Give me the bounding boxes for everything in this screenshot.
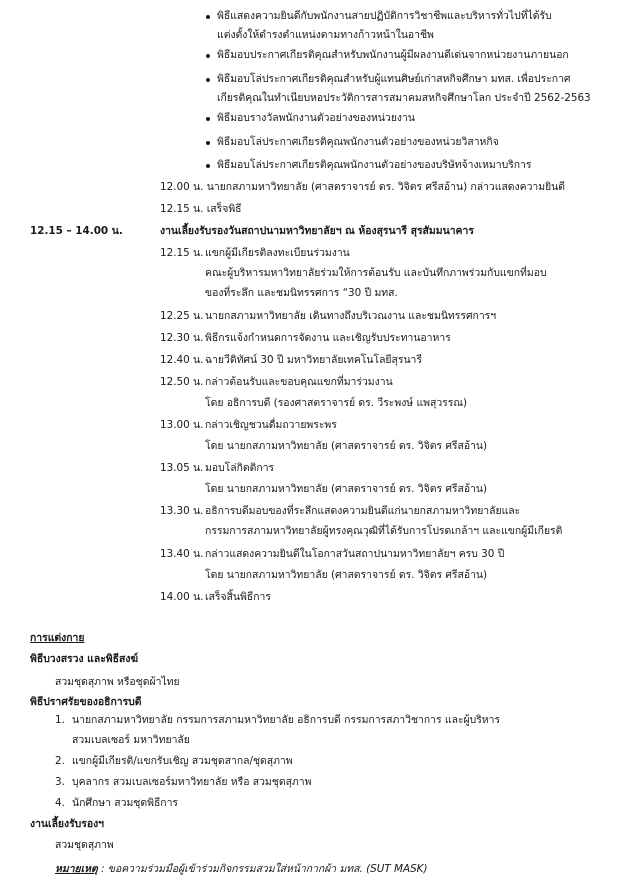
agenda-sub-1340: โดย นายกสภามหาวิทยาลัย (ศาสตราจารย์ ดร. วิจิตร ศรีสอ้าน) [205, 569, 488, 581]
bullet-dot [206, 164, 210, 168]
agenda-text-1305: มอบโล่กิตติการ [205, 462, 275, 474]
agenda-sub-1330: กรรมการสภามหาวิทยาลัยผู้ทรงคุณวุฒิที่ได้รับการโปรดเกล้าฯ และแขกผู้มีเกียรติ [205, 525, 563, 537]
agenda-time-1400: 14.00 น. [160, 591, 204, 603]
note-label: หมายเหตุ [55, 863, 98, 875]
bullet-item-1-line-1: พิธีแสดงความยินดีกับพนักงานสายปฏิบัติการวิชาชีพและบริหารทั่วไปที่ได้รับ [217, 10, 552, 22]
agenda-text-1230: พิธีกรแจ้งกำหนดการจัดงาน และเชิญรับประทานอาหาร [205, 332, 451, 344]
bullet-item-3-line-2: เกียรติคุณในทำเนียบหอประวัติการสารสมาคมสหกิจศึกษาโลก ประจำปี 2562-2563 [217, 92, 591, 104]
note-line [55, 861, 428, 877]
dress-item-3-text: บุคลากร สวมเบลเซอร์มหาวิทยาลัย หรือ สวมชุดสุภาพ [72, 776, 312, 788]
dress-sec3-title: งานเลี้ยงรับรองฯ [30, 818, 104, 830]
dress-item-2-number: 2. [55, 755, 65, 767]
agenda-time-1300: 13.00 น. [160, 419, 204, 431]
bullet-item-3-line-1: พิธีมอบโล่ประกาศเกียรติคุณสำหรับผู้แทนศิษย์เก่าสหกิจศึกษา มทส. เพื่อประกาศ [217, 73, 571, 85]
agenda-sub-1305: โดย นายกสภามหาวิทยาลัย (ศาสตราจารย์ ดร. วิจิตร ศรีสอ้าน) [205, 483, 488, 495]
session-title: งานเลี้ยงรับรองวันสถาปนามหาวิทยาลัยฯ ณ ห้องสุรนารี สุรสัมมนาคาร [160, 225, 474, 237]
bullet-dot [206, 15, 210, 19]
agenda-time-1240: 12.40 น. [160, 354, 204, 366]
dress-item-4-number: 4. [55, 797, 65, 809]
bullet-item-6: พิธีมอบโล่ประกาศเกียรติคุณพนักงานตัวอย่างของบริษัทจ้างเหมาบริการ [217, 159, 532, 171]
agenda-text-1400: เสร็จสิ้นพิธีการ [205, 591, 271, 603]
agenda-text-1240: ฉายวีดิทัศน์ 30 ปี มหาวิทยาลัยเทคโนโลยีสุรนารี [205, 354, 422, 366]
agenda-text-1250: กล่าวต้อนรับและขอบคุณแขกที่มาร่วมงาน [205, 376, 393, 388]
agenda-time-1330: 13.30 น. [160, 505, 204, 517]
agenda-text-1330: อธิการบดีมอบของที่ระลึกแสดงความยินดีแก่นายกสภามหาวิทยาลัยและ [205, 505, 521, 517]
dress-item-1-line-1: นายกสภามหาวิทยาลัย กรรมการสภามหาวิทยาลัย อธิการบดี กรรมการสภาวิชาการ และผู้บริหาร [72, 714, 501, 726]
session-time: 12.15 – 14.00 น. [30, 225, 123, 237]
dress-sec2-title: พิธีปราศรัยของอธิการบดี [30, 696, 142, 708]
dress-item-1-number: 1. [55, 714, 65, 726]
dress-item-3-number: 3. [55, 776, 65, 788]
agenda-sub-1300: โดย นายกสภามหาวิทยาลัย (ศาสตราจารย์ ดร. วิจิตร ศรีสอ้าน) [205, 440, 488, 452]
morning-line-1215: 12.15 น. เสร็จพิธี [160, 203, 242, 215]
agenda-sub-1215-1: คณะผู้บริหารมหาวิทยาลัยร่วมให้การต้อนรับ และบันทึกภาพร่วมกับแขกที่มอบ [205, 267, 547, 279]
dress-item-4-text: นักศึกษา สวมชุดพิธีการ [72, 797, 178, 809]
bullet-item-2: พิธีมอบประกาศเกียรติคุณสำหรับพนักงานผู้มีผลงานดีเด่นจากหน่วยงานภายนอก [217, 49, 569, 61]
agenda-sub-1250: โดย อธิการบดี (รองศาสตราจารย์ ดร. วีระพงษ์ แพสุวรรณ) [205, 397, 468, 409]
agenda-text-1340: กล่าวแสดงความยินดีในโอกาสวันสถาปนามหาวิทยาลัยฯ ครบ 30 ปี [205, 548, 505, 560]
bullet-item-1-line-2: แต่งตั้งให้ดำรงตำแหน่งตามทางก้าวหน้าในอาชีพ [217, 29, 434, 41]
agenda-time-1340: 13.40 น. [160, 548, 204, 560]
morning-line-1200: 12.00 น. นายกสภามหาวิทยาลัย (ศาสตราจารย์ ดร. วิจิตร ศรีสอ้าน) กล่าวแสดงความยินดี [160, 181, 566, 193]
dress-item-1-line-2: สวมเบลเซอร์ มหาวิทยาลัย [72, 734, 190, 746]
agenda-time-1250: 12.50 น. [160, 376, 204, 388]
dress-item-2-text: แขกผู้มีเกียรติ/แขกรับเชิญ สวมชุดสากล/ชุดสุภาพ [72, 755, 293, 767]
bullet-dot [206, 78, 210, 82]
dress-heading: การแต่งกาย [30, 632, 85, 644]
agenda-sub-1215-2: ของที่ระลึก และชมนิทรรศการ “30 ปี มทส. [205, 287, 398, 299]
agenda-text-1215: แขกผู้มีเกียรติลงทะเบียนร่วมงาน [205, 247, 350, 259]
bullet-item-5: พิธีมอบโล่ประกาศเกียรติคุณพนักงานตัวอย่างของหน่วยวิสาหกิจ [217, 136, 499, 148]
dress-sec1-text: สวมชุดสุภาพ หรือชุดผ้าไทย [55, 676, 180, 688]
dress-sec3-text: สวมชุดสุภาพ [55, 839, 114, 851]
bullet-dot [206, 54, 210, 58]
agenda-text-1300: กล่าวเชิญชวนดื่มถวายพระพร [205, 419, 337, 431]
agenda-time-1225: 12.25 น. [160, 310, 204, 322]
agenda-time-1215: 12.15 น. [160, 247, 204, 259]
agenda-time-1305: 13.05 น. [160, 462, 204, 474]
bullet-item-4: พิธีมอบรางวัลพนักงานตัวอย่างของหน่วยงาน [217, 112, 415, 124]
note-text: : ขอความร่วมมือผู้เข้าร่วมกิจกรรมสวมใส่หน้ากากผ้า มทส. (SUT MASK) [97, 863, 428, 875]
dress-sec1-title: พิธีบวงสรวง และพิธีสงฆ์ [30, 653, 139, 665]
bullet-dot [206, 117, 210, 121]
agenda-text-1225: นายกสภามหาวิทยาลัย เดินทางถึงบริเวณงาน และชมนิทรรศการฯ [205, 310, 497, 322]
bullet-dot [206, 141, 210, 145]
agenda-time-1230: 12.30 น. [160, 332, 204, 344]
